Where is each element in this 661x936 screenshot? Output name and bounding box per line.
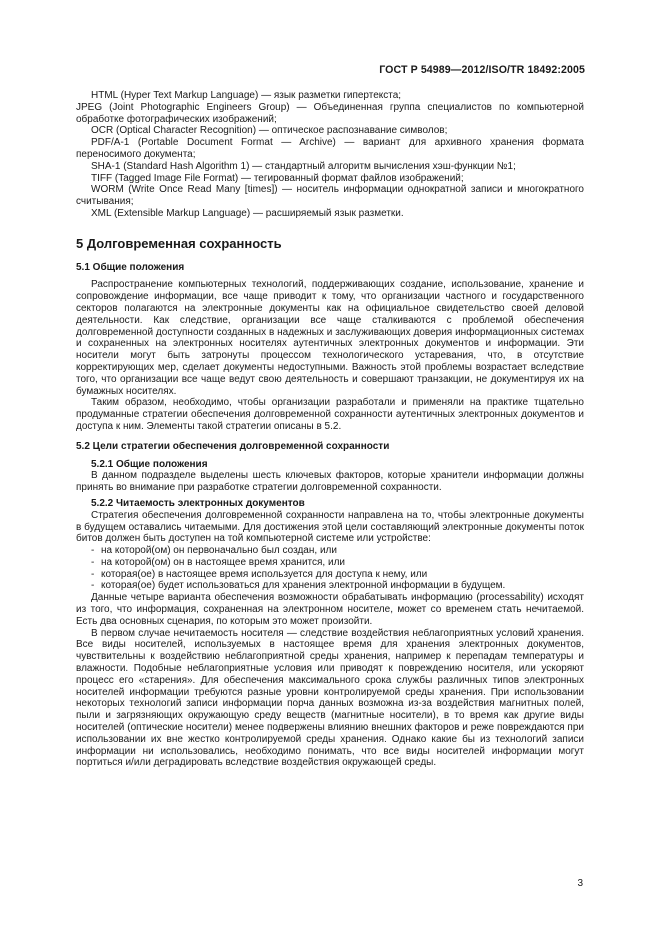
abbreviation-item: XML (Extensible Markup Language) — расширяемый язык разметки. [91,207,404,219]
section-5-2-heading: 5.2 Цели стратегии обеспечения долговременной сохранности [76,440,390,452]
abbreviation-item: OCR (Optical Character Recognition) — оптическое распознавание символов; [91,125,448,137]
list-item [76,557,584,569]
paragraph: Стратегия обеспечения долговременной сохранности направлена на то, чтобы электронные документы в будущем оставались читаемыми. Для достижения этой цели составляющий электронные документы поток битов должен быть доступен на той компьютерной системе или устройстве: [76,509,584,545]
list-item-text: которая(ое) в настоящее время используется для доступа к нему, или [101,568,428,580]
page-content [76,90,584,769]
section-5-2-1-heading: 5.2.1 Общие положения [91,458,208,470]
section-5-heading: 5 Долговременная сохранность [76,235,282,251]
dash-marker: - [91,545,95,557]
abbreviations-list [76,90,584,220]
list-item-text: на которой(ом) он первоначально был создан, или [101,545,337,557]
list-item [76,569,584,581]
list-item [76,580,584,592]
standard-header: ГОСТ Р 54989—2012/ISO/TR 18492:2005 [379,64,585,76]
abbreviation-item: SHA-1 (Standard Hash Algorithm 1) — стандартный алгоритм вычисления хэш-функции №1; [91,160,516,172]
list-item-text: на которой(ом) он в настоящее время хранится, или [101,556,345,568]
page-number: 3 [577,878,583,889]
section-5-1-heading: 5.1 Общие положения [76,261,185,273]
section-5-2-2-heading: 5.2.2 Читаемость электронных документов [91,497,305,509]
abbreviation-item: WORM (Write Once Read Many [times]) — носитель информации однократной записи и многократного считывания; [76,184,584,208]
abbreviation-item: TIFF (Tagged Image File Format) — тегированный формат файлов изображений; [91,172,464,184]
paragraph: В первом случае нечитаемость носителя — следствие воздействия неблагоприятных условий хранения. Все виды носителей, используемых в настоящее время для хранения электронных документов, чувствительны к воздействию неблагоприятной среды хранения, например к перепадам температуры и влажности. Подобные неблагоприятные условия или приводят к повреждению носителя, или ускоряют процесс его «старения». Для обеспечения максимального срока службы различных типов электронных носителей информации требуются разные уровни контролируемой среды хранения. При использовании некоторых технологий записи информации порча данных возможна из-за воздействия магнитных полей, пыли и загрязняющих окружающую среду веществ (магнитные носители), в то время как другие виды носителей (оптические носители) менее подвержены влиянию внешних факторов и реже повреждаются при использовании их вне жестко контролируемой среды хранения. Однако какие бы из технологий записи информации ни использовались, необходимо понимать, что все виды носителей информации могут портиться и/или деградировать вследствие воздействия окружающей среды. [76,627,584,769]
paragraph: Таким образом, необходимо, чтобы организации разработали и применяли на практике тщательно продуманные стратегии обеспечения долговременной сохранности аутентичных электронных документов и доступа к ним. Элементы такой стратегии описаны в 5.2. [76,397,584,432]
paragraph: Распространение компьютерных технологий, поддерживающих создание, использование, хранение и сопровождение информации, все чаще приводит к тому, что организации частного и государственного секторов полагаются на электронные документы как на официальное свидетельство своей деловой деятельности. Как следствие, организации все чаще сталкиваются с проблемой обеспечения долговременной доступности созданных в надежных и заслуживающих доверия информационных системах и сохраненных на электронных носителях аутентичных электронных документов и информации. Эти носители могут быть затронуты процессом технологического устаревания, что, в отсутствие корректирующих мер, сделает документы недоступными. Важность этой проблемы возрастает вследствие того, что организации все чаще ведут свою деятельность и совершают транзакции, не документируя их на бумажных носителях. [76,279,584,397]
paragraph: Данные четыре варианта обеспечения возможности обрабатывать информацию (processability) исходят из того, что информация, сохраненная на электронном носителе, может со временем стать нечитаемой. Есть два основных сценария, по которым это может произойти. [76,592,584,627]
list-item [76,545,584,557]
device-options-list [76,545,584,592]
list-item-text: которая(ое) будет использоваться для хранения электронной информации в будущем. [101,580,506,592]
abbreviation-item: JPEG (Joint Photographic Engineers Group) — Объединенная группа специалистов по компьютерной обработке фотографических изображений; [76,101,584,125]
dash-marker: - [91,580,95,592]
dash-marker: - [91,568,95,580]
abbreviation-item: HTML (Hyper Text Markup Language) — язык разметки гипертекста; [91,90,402,101]
abbreviation-item: PDF/A-1 (Portable Document Format — Archive) — вариант для архивного хранения формата переносимого документа; [76,137,584,160]
paragraph: В данном подразделе выделены шесть ключевых факторов, которые хранители информации должны принять во внимание при разработке стратегии долговременной сохранности. [76,470,584,494]
dash-marker: - [91,556,95,568]
